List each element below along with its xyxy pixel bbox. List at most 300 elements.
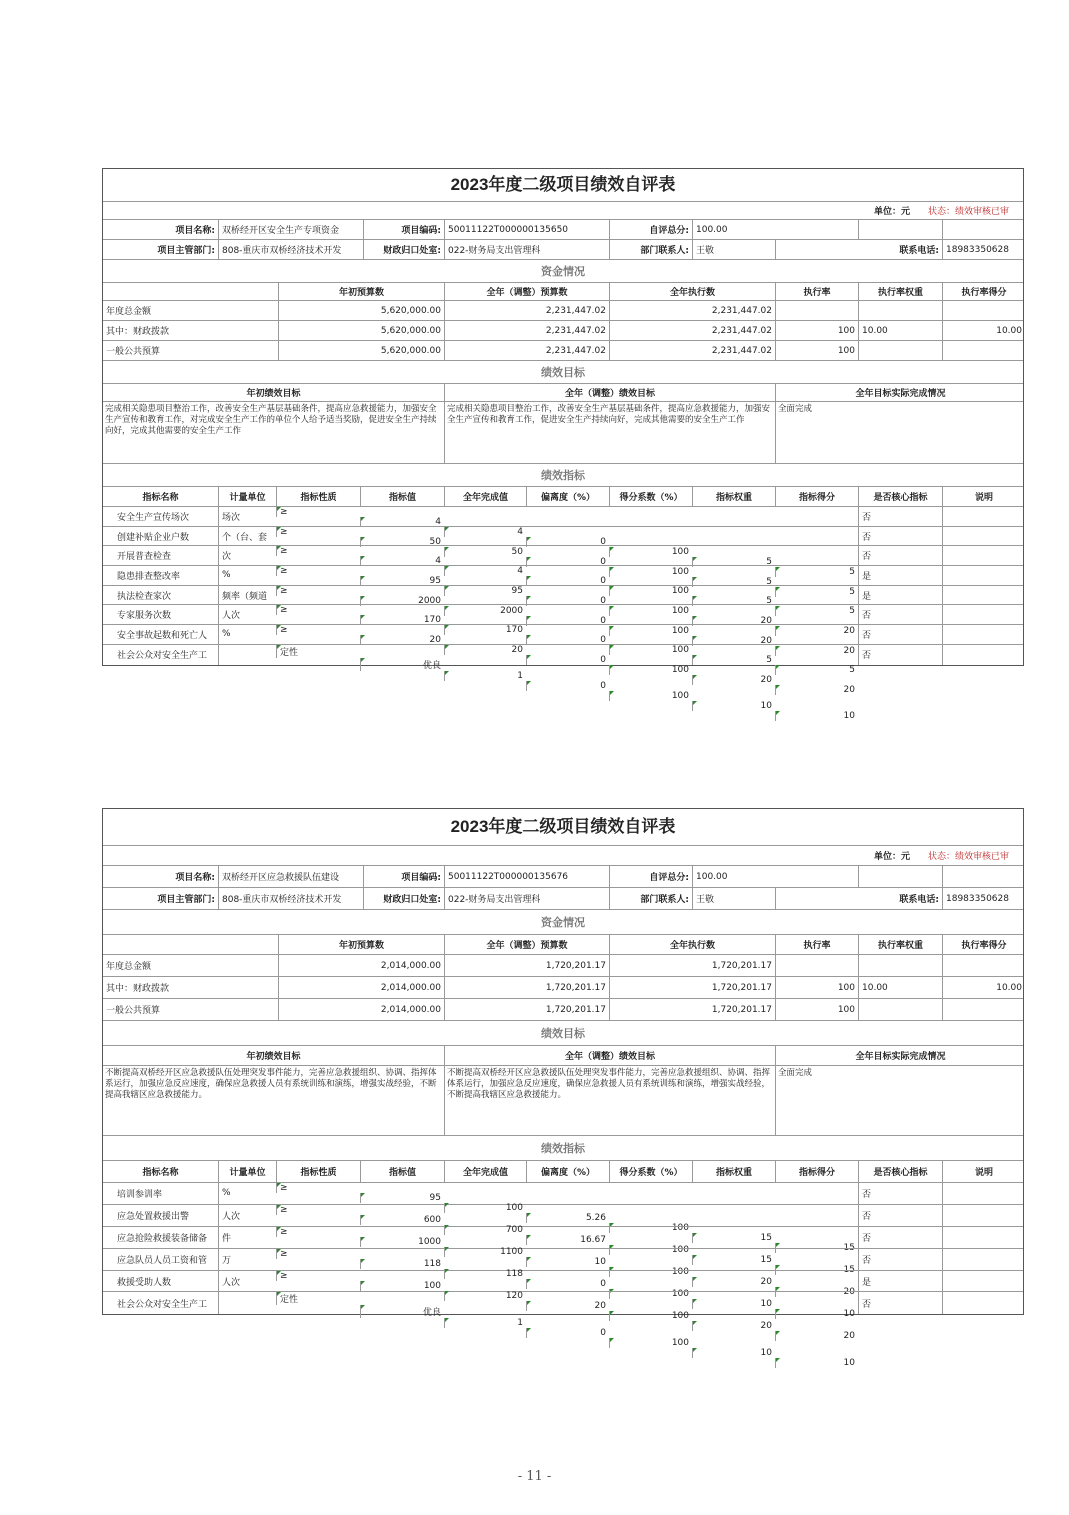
indicator-name: 安全事故起数和死亡人 [117, 630, 208, 641]
indicator-header: 指标得分 [775, 1161, 858, 1182]
project-info-row [103, 866, 1023, 888]
indicator-dev: 0 [526, 557, 609, 567]
execution-rate: 100 [775, 977, 858, 998]
indicator-weight: 15 [692, 1255, 775, 1265]
indicator-score: 15 [775, 1243, 858, 1253]
contact: 王敬 [692, 240, 775, 259]
indicator-dev: 0 [526, 635, 609, 645]
indicator-note [942, 546, 1025, 565]
indicator-target: 2000 [360, 596, 444, 606]
funds-row [103, 341, 1023, 361]
rate-score: 10.00 [942, 977, 1025, 998]
indicator-note [942, 527, 1025, 546]
phone: 18983350628 [942, 888, 1025, 909]
indicator-actual: 4 [444, 527, 526, 537]
goals-text-row [103, 402, 1023, 464]
funds-row [103, 955, 1023, 977]
finance-office-label: 财政归口处室: [363, 888, 444, 909]
page-number: - 11 - [517, 1469, 552, 1484]
indicator-score: 5 [775, 606, 858, 616]
empty-cell [103, 283, 278, 300]
executed-amount: 2,231,447.02 [609, 341, 775, 360]
indicator-weight: 5 [692, 596, 775, 606]
funds-header: 执行率 [775, 283, 858, 300]
indicator-core: 否 [858, 546, 942, 565]
indicator-name: 救援受助人数 [117, 1277, 172, 1288]
rate-weight [858, 955, 942, 976]
department-label: 项目主管部门: [157, 246, 215, 256]
funds-header-row [103, 935, 1023, 955]
indicator-unit: % [218, 625, 276, 644]
adjusted-budget: 1,720,201.17 [444, 999, 609, 1020]
indicator-nature: ≥ [276, 1227, 360, 1237]
indicator-unit: 次 [218, 546, 276, 565]
indicator-header: 指标性质 [276, 487, 360, 506]
empty-cell [858, 866, 942, 887]
indicator-nature: ≥ [276, 625, 360, 635]
goals-header: 全年目标实际完成情况 [775, 1046, 1025, 1065]
self-score: 100.00 [692, 866, 858, 887]
indicator-name: 社会公众对安全生产工 [117, 1299, 208, 1310]
indicator-header: 得分系数（%） [609, 1161, 692, 1182]
indicator-unit: 件 [218, 1227, 276, 1248]
indicator-dev: 20 [526, 1301, 609, 1311]
indicator-target: 118 [360, 1259, 444, 1269]
rate-weight: 10.00 [858, 977, 942, 998]
indicator-name: 培训参训率 [117, 1189, 163, 1200]
self-score-label: 自评总分: [609, 866, 692, 887]
indicator-target: 优良 [360, 1305, 444, 1318]
department: 808-重庆市双桥经济技术开发 [218, 888, 363, 909]
status-badge: 状态：绩效审核已审 [927, 852, 1009, 862]
empty-cell [942, 220, 1025, 239]
indicator-core: 否 [858, 1292, 942, 1314]
indicator-dev: 16.67 [526, 1235, 609, 1245]
indicator-header: 说明 [942, 1161, 1025, 1182]
funds-header: 执行率权重 [858, 283, 942, 300]
indicator-score: 10 [775, 711, 858, 721]
project-info-row [103, 220, 1023, 240]
indicator-name: 应急处置救援出警 [117, 1211, 190, 1222]
indicator-note [942, 645, 1025, 665]
finance-office: 022-财务局支出管理科 [444, 888, 609, 909]
goals-header-row [103, 384, 1023, 402]
goal-actual: 全面完成 [775, 402, 1025, 463]
execution-rate: 100 [775, 321, 858, 340]
indicator-score: 5 [775, 665, 858, 675]
rate-weight [858, 301, 942, 320]
execution-rate: 100 [775, 341, 858, 360]
indicator-unit [218, 645, 276, 665]
self-score-label: 自评总分: [609, 220, 692, 239]
indicator-actual: 1 [444, 671, 526, 681]
project-code: 50011122T000000135676 [444, 866, 609, 887]
form-title: 2023年度二级项目绩效自评表 [103, 169, 1023, 202]
indicator-actual: 4 [444, 566, 526, 576]
indicator-header: 指标权重 [692, 487, 775, 506]
indicator-header: 全年完成值 [444, 487, 526, 506]
indicator-weight: 20 [692, 636, 775, 646]
rate-score [942, 341, 1025, 360]
indicator-core: 否 [858, 605, 942, 624]
indicator-unit [218, 1292, 276, 1314]
unit-status-row [103, 846, 1023, 866]
funds-row-label: 一般公共预算 [106, 347, 161, 357]
phone-label: 联系电话: [775, 888, 942, 909]
goal-initial: 完成相关隐患项目整治工作，改善安全生产基层基础条件，提高应急救援能力，加强安全生产宣传和教育工作，对完成安全生产工作的单位个人给予适当奖励，促进安全生产持续向好，完成其他需要的安全生产工作 [105, 404, 437, 436]
indicator-actual: 118 [444, 1269, 526, 1279]
initial-budget: 5,620,000.00 [278, 301, 444, 320]
goal-initial: 不断提高双桥经开区应急救援队伍处理突发事件能力，完善应急救援组织、协调、指挥体系运行，加强应急反应速度，确保应急救援人员有系统训练和演练，增强实战经验，不断提高我辖区应急救援能力。 [105, 1068, 437, 1100]
project-name: 双桥经开区安全生产专项资金 [218, 220, 363, 239]
indicator-nature: ≥ [276, 546, 360, 556]
indicator-header: 说明 [942, 487, 1025, 506]
execution-rate [775, 301, 858, 320]
indicator-score: 5 [775, 587, 858, 597]
funds-row [103, 301, 1023, 321]
adjusted-budget: 1,720,201.17 [444, 977, 609, 998]
funds-header: 执行率得分 [942, 935, 1025, 954]
funds-section-title: 资金情况 [103, 260, 1023, 283]
initial-budget: 2,014,000.00 [278, 977, 444, 998]
indicator-header: 全年完成值 [444, 1161, 526, 1182]
indicator-core: 是 [858, 586, 942, 605]
indicator-weight: 10 [692, 701, 775, 711]
department: 808-重庆市双桥经济技术开发 [218, 240, 363, 259]
indicator-dev: 0 [526, 1328, 609, 1338]
indicator-core: 否 [858, 1249, 942, 1270]
indicator-dev: 10 [526, 1257, 609, 1267]
goals-header: 年初绩效目标 [246, 1052, 301, 1062]
indicator-core: 否 [858, 645, 942, 665]
indicator-actual: 120 [444, 1291, 526, 1301]
indicator-name: 应急抢险救援装备储备 [117, 1233, 208, 1244]
indicator-note [942, 1292, 1025, 1314]
indicators-header-row [103, 487, 1023, 507]
indicator-dev: 0 [526, 576, 609, 586]
indicator-nature: ≥ [276, 1205, 360, 1215]
indicator-actual: 50 [444, 547, 526, 557]
indicators-section-title: 绩效指标 [103, 1136, 1023, 1161]
funds-row-label: 其中：财政拨款 [106, 327, 170, 337]
indicator-header: 指标权重 [692, 1161, 775, 1182]
indicator-name: 隐患排查整改率 [117, 571, 181, 582]
indicator-coef: 100 [609, 1245, 692, 1255]
indicator-weight: 20 [692, 675, 775, 685]
goals-header: 年初绩效目标 [246, 389, 301, 399]
indicator-note [942, 1205, 1025, 1226]
indicator-unit: % [218, 1183, 276, 1204]
indicator-actual: 170 [444, 625, 526, 635]
indicator-coef: 100 [609, 547, 692, 557]
indicators-header-row [103, 1161, 1023, 1183]
indicator-dev: 0 [526, 1279, 609, 1289]
indicator-header: 计量单位 [218, 1161, 276, 1182]
rate-weight [858, 341, 942, 360]
indicator-nature: 定性 [276, 645, 360, 658]
indicator-coef: 100 [609, 665, 692, 675]
evaluation-form [102, 808, 1024, 1369]
indicator-coef: 100 [609, 691, 692, 701]
indicator-name: 创建补贴企业户数 [117, 532, 190, 543]
indicator-nature: ≥ [276, 1249, 360, 1259]
project-code-label: 项目编码: [363, 866, 444, 887]
funds-header: 执行率 [775, 935, 858, 954]
indicator-score: 10 [775, 1309, 858, 1319]
indicator-nature: ≥ [276, 1271, 360, 1281]
indicator-core: 否 [858, 1205, 942, 1226]
indicator-weight: 20 [692, 1277, 775, 1287]
project-name: 双桥经开区应急救援队伍建设 [218, 866, 363, 887]
executed-amount: 1,720,201.17 [609, 999, 775, 1020]
project-code-label: 项目编码: [363, 220, 444, 239]
goals-text-row [103, 1066, 1023, 1136]
finance-office: 022-财务局支出管理科 [444, 240, 609, 259]
indicator-note [942, 625, 1025, 644]
indicator-actual: 100 [444, 1203, 526, 1213]
indicator-header: 指标值 [360, 1161, 444, 1182]
indicator-actual: 2000 [444, 606, 526, 616]
indicator-coef: 100 [609, 1267, 692, 1277]
indicator-unit: 人次 [218, 1271, 276, 1292]
indicator-header: 指标值 [360, 487, 444, 506]
funds-row-label: 一般公共预算 [106, 1006, 161, 1016]
indicator-core: 否 [858, 527, 942, 546]
indicator-actual: 95 [444, 586, 526, 596]
funds-row [103, 321, 1023, 341]
funds-row-label: 年度总金额 [106, 307, 152, 317]
unit-status-row [103, 202, 1023, 220]
indicator-score: 20 [775, 1331, 858, 1341]
indicator-note [942, 1249, 1025, 1270]
indicator-target: 95 [360, 576, 444, 586]
indicator-unit: 人次 [218, 1205, 276, 1226]
indicator-coef: 100 [609, 626, 692, 636]
department-info-row [103, 240, 1023, 260]
department-label: 项目主管部门: [157, 895, 215, 905]
adjusted-budget: 2,231,447.02 [444, 321, 609, 340]
indicator-header: 偏离度（%） [526, 487, 609, 506]
indicator-coef: 100 [609, 586, 692, 596]
indicator-nature: ≥ [276, 507, 360, 517]
funds-header-row [103, 283, 1023, 301]
indicator-header: 指标名称 [142, 493, 179, 503]
rate-weight [858, 999, 942, 1020]
funds-row-label: 年度总金额 [106, 962, 152, 972]
indicator-target: 95 [360, 1193, 444, 1203]
indicator-score: 20 [775, 646, 858, 656]
indicator-name: 开展普查检查 [117, 552, 172, 563]
indicator-actual: 1100 [444, 1247, 526, 1257]
indicator-actual: 20 [444, 645, 526, 655]
indicator-target: 优良 [360, 658, 444, 671]
indicator-nature: ≥ [276, 527, 360, 537]
project-name-label: 项目名称: [175, 873, 215, 883]
indicator-coef: 100 [609, 567, 692, 577]
funds-header: 执行率权重 [858, 935, 942, 954]
indicator-actual: 1 [444, 1318, 526, 1328]
executed-amount: 2,231,447.02 [609, 321, 775, 340]
indicator-header: 偏离度（%） [526, 1161, 609, 1182]
rate-score [942, 999, 1025, 1020]
goals-header: 全年（调整）绩效目标 [444, 1046, 775, 1065]
indicator-weight: 5 [692, 655, 775, 665]
evaluation-form [102, 168, 1024, 721]
indicator-weight: 10 [692, 1348, 775, 1358]
self-score: 100.00 [692, 220, 858, 239]
indicator-header: 得分系数（%） [609, 487, 692, 506]
adjusted-budget: 1,720,201.17 [444, 955, 609, 976]
form-title: 2023年度二级项目绩效自评表 [103, 809, 1023, 846]
indicator-unit: % [218, 566, 276, 585]
indicator-score: 20 [775, 1287, 858, 1297]
goal-actual: 全面完成 [775, 1066, 1025, 1135]
indicator-core: 是 [858, 566, 942, 585]
rate-score [942, 955, 1025, 976]
indicator-header: 是否核心指标 [858, 1161, 942, 1182]
initial-budget: 2,014,000.00 [278, 955, 444, 976]
indicator-note [942, 586, 1025, 605]
contact-label: 部门联系人: [609, 888, 692, 909]
indicator-dev: 5.26 [526, 1213, 609, 1223]
adjusted-budget: 2,231,447.02 [444, 301, 609, 320]
indicator-unit: 频率（频道 [218, 586, 276, 605]
finance-office-label: 财政归口处室: [363, 240, 444, 259]
adjusted-budget: 2,231,447.02 [444, 341, 609, 360]
indicator-target: 50 [360, 537, 444, 547]
contact-label: 部门联系人: [609, 240, 692, 259]
indicator-dev: 0 [526, 681, 609, 691]
indicator-note [942, 1227, 1025, 1248]
funds-header: 执行率得分 [942, 283, 1025, 300]
indicator-nature: ≥ [276, 586, 360, 596]
funds-header: 全年执行数 [609, 935, 775, 954]
indicator-target: 100 [360, 1281, 444, 1291]
initial-budget: 2,014,000.00 [278, 999, 444, 1020]
initial-budget: 5,620,000.00 [278, 321, 444, 340]
rate-score [942, 301, 1025, 320]
goals-header: 全年（调整）绩效目标 [444, 384, 775, 401]
indicator-actual: 700 [444, 1225, 526, 1235]
funds-header: 年初预算数 [278, 935, 444, 954]
indicator-coef: 100 [609, 1338, 692, 1348]
indicator-dev: 0 [526, 596, 609, 606]
funds-header: 全年（调整）预算数 [444, 283, 609, 300]
executed-amount: 1,720,201.17 [609, 955, 775, 976]
indicator-score: 20 [775, 685, 858, 695]
execution-rate [775, 955, 858, 976]
indicator-name: 专家服务次数 [117, 611, 172, 622]
indicator-target: 4 [360, 556, 444, 566]
initial-budget: 5,620,000.00 [278, 341, 444, 360]
indicator-core: 否 [858, 625, 942, 644]
indicator-score: 10 [775, 1358, 858, 1368]
funds-header: 年初预算数 [278, 283, 444, 300]
indicator-dev: 0 [526, 655, 609, 665]
indicator-nature: ≥ [276, 605, 360, 615]
indicator-core: 是 [858, 1271, 942, 1292]
phone: 18983350628 [942, 240, 1025, 259]
empty-cell [103, 935, 278, 954]
indicator-weight: 20 [692, 616, 775, 626]
indicator-core: 否 [858, 507, 942, 526]
indicator-name: 应急队员人员工资和管 [117, 1255, 208, 1266]
indicator-name: 执法检查家次 [117, 591, 172, 602]
project-code: 50011122T000000135650 [444, 220, 609, 239]
funds-header: 全年执行数 [609, 283, 775, 300]
unit-label: 单位：元 [873, 207, 910, 217]
indicator-score: 5 [775, 567, 858, 577]
indicator-weight: 10 [692, 1299, 775, 1309]
indicator-weight: 5 [692, 577, 775, 587]
department-info-row [103, 888, 1023, 910]
funds-row [103, 977, 1023, 999]
status-badge: 状态：绩效审核已审 [927, 207, 1009, 217]
indicator-header: 是否核心指标 [858, 487, 942, 506]
execution-rate: 100 [775, 999, 858, 1020]
indicator-unit: 个（台、套 [218, 527, 276, 546]
indicator-weight: 20 [692, 1321, 775, 1331]
indicator-dev: 0 [526, 616, 609, 626]
project-name-label: 项目名称: [175, 226, 215, 236]
indicator-core: 否 [858, 1227, 942, 1248]
empty-cell [942, 866, 1025, 887]
indicator-header: 指标得分 [775, 487, 858, 506]
indicator-target: 170 [360, 615, 444, 625]
indicator-coef: 100 [609, 645, 692, 655]
indicator-nature: ≥ [276, 566, 360, 576]
unit-label: 单位：元 [873, 852, 910, 862]
funds-section-title: 资金情况 [103, 910, 1023, 935]
indicator-coef: 100 [609, 1311, 692, 1321]
goal-adjusted: 不断提高双桥经开区应急救援队伍处理突发事件能力，完善应急救援组织、协调、指挥体系运行，加强应急反应速度，确保应急救援人员有系统训练和演练，增强实战经验，不断提高我辖区应急救援能力。 [444, 1066, 775, 1135]
indicator-weight: 15 [692, 1233, 775, 1243]
indicator-header: 指标性质 [276, 1161, 360, 1182]
indicator-coef: 100 [609, 606, 692, 616]
indicator-target: 1000 [360, 1237, 444, 1247]
indicator-nature: ≥ [276, 1183, 360, 1193]
indicator-score: 15 [775, 1265, 858, 1275]
contact: 王敬 [692, 888, 775, 909]
indicator-weight: 5 [692, 557, 775, 567]
rate-weight: 10.00 [858, 321, 942, 340]
goals-header-row [103, 1046, 1023, 1066]
indicator-unit: 人次 [218, 605, 276, 624]
indicator-name: 社会公众对安全生产工 [117, 651, 208, 662]
funds-header: 全年（调整）预算数 [444, 935, 609, 954]
indicator-target: 600 [360, 1215, 444, 1225]
executed-amount: 1,720,201.17 [609, 977, 775, 998]
indicator-note [942, 566, 1025, 585]
indicator-unit: 场次 [218, 507, 276, 526]
goals-section-title: 绩效目标 [103, 361, 1023, 384]
funds-row [103, 999, 1023, 1021]
indicator-name: 安全生产宣传场次 [117, 512, 190, 523]
goal-adjusted: 完成相关隐患项目整治工作，改善安全生产基层基础条件，提高应急救援能力，加强安全生产宣传和教育工作，促进安全生产持续向好，完成其他需要的安全生产工作 [444, 402, 775, 463]
indicator-dev: 0 [526, 537, 609, 547]
indicator-target: 20 [360, 635, 444, 645]
indicator-header: 计量单位 [218, 487, 276, 506]
indicator-note [942, 507, 1025, 526]
indicator-core: 否 [858, 1183, 942, 1204]
indicator-score: 20 [775, 626, 858, 636]
indicator-nature: 定性 [276, 1292, 360, 1305]
rate-score: 10.00 [942, 321, 1025, 340]
indicator-target: 4 [360, 517, 444, 527]
indicator-coef: 100 [609, 1223, 692, 1233]
phone-label: 联系电话: [775, 240, 942, 259]
goals-header: 全年目标实际完成情况 [775, 384, 1025, 401]
